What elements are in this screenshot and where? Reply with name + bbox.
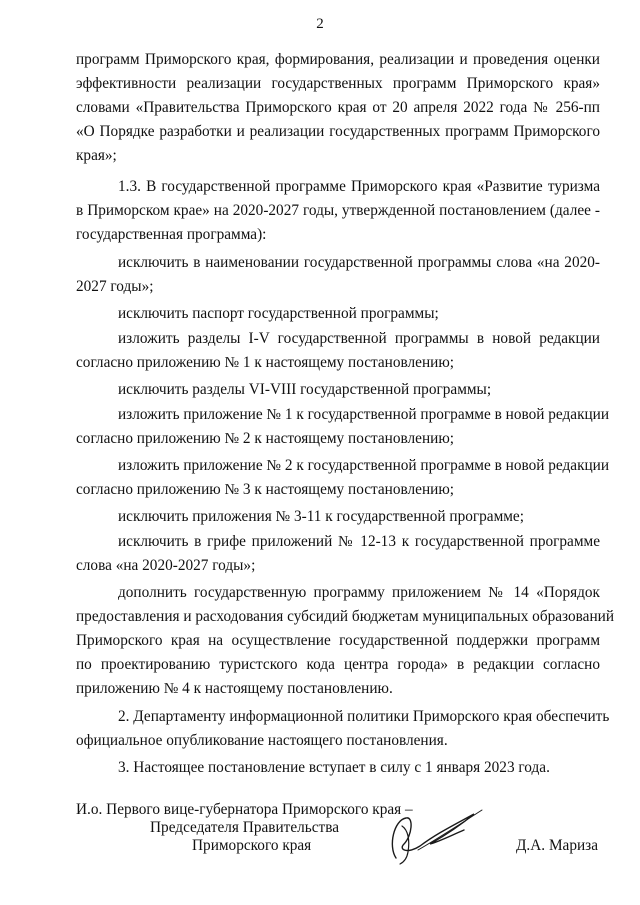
- paragraph-line: официальное опубликование настоящего постановления.: [76, 732, 448, 749]
- paragraph-line: 3. Настоящее постановление вступает в силу с 1 января 2023 года.: [118, 759, 550, 776]
- paragraph-line: исключить разделы VI-VIII государственной программы;: [118, 381, 492, 398]
- paragraph-line: исключить паспорт государственной программы;: [118, 305, 439, 322]
- paragraph-line: 1.3. В государственной программе Приморского края «Развитие туризма: [118, 178, 600, 195]
- paragraph-line: исключить в грифе приложений № 12-13 к государственной программе: [118, 533, 600, 550]
- signatory-name: Д.А. Мариза: [516, 837, 599, 854]
- paragraph-line: предоставления и расходования субсидий бюджетам муниципальных образований: [76, 608, 615, 625]
- paragraph-line: изложить приложение № 2 к государственной программе в новой редакции: [118, 457, 610, 474]
- paragraph-line: дополнить государственную программу приложением № 14 «Порядок: [118, 584, 600, 601]
- paragraph-line: Приморского края на осуществление государственной поддержки программ: [76, 632, 600, 649]
- paragraph-line: исключить в наименовании государственной программы слова «на 2020-: [118, 254, 600, 271]
- paragraph-line: согласно приложению № 1 к настоящему постановлению;: [76, 354, 455, 371]
- paragraph-line: словами «Правительства Приморского края от 20 апреля 2022 года № 256-пп: [76, 99, 600, 116]
- paragraph-line: государственная программа):: [76, 226, 267, 243]
- paragraph-line: слова «на 2020-2027 годы»;: [76, 557, 256, 574]
- paragraph-line: «О Порядке разработки и реализации государственных программ Приморского: [76, 123, 600, 140]
- paragraph-line: программ Приморского края, формирования, реализации и проведения оценки: [76, 51, 600, 68]
- handwritten-signature: [378, 806, 488, 866]
- paragraph-line: 2027 годы»;: [76, 278, 154, 295]
- paragraph-line: в Приморском крае» на 2020-2027 годы, утвержденной постановлением (далее -: [76, 202, 600, 219]
- signatory-title-line1: И.о. Первого вице-губернатора Приморского края –: [76, 801, 413, 818]
- paragraph-line: исключить приложения № 3-11 к государственной программе;: [118, 508, 524, 525]
- paragraph-line: по проектированию туристского кода центра города» в редакции согласно: [76, 656, 600, 673]
- paragraph-line: изложить приложение № 1 к государственной программе в новой редакции: [118, 406, 610, 423]
- paragraph-line: края»;: [76, 147, 117, 164]
- page-number: 2: [316, 16, 324, 32]
- paragraph-line: согласно приложению № 2 к настоящему постановлению;: [76, 430, 455, 447]
- paragraph-line: эффективности реализации государственных программ Приморского края»: [76, 75, 600, 92]
- signatory-title-line3: Приморского края: [192, 837, 312, 854]
- paragraph-line: согласно приложению № 3 к настоящему постановлению;: [76, 481, 455, 498]
- paragraph-line: 2. Департаменту информационной политики Приморского края обеспечить: [118, 708, 610, 725]
- paragraph-line: изложить разделы I-V государственной программы в новой редакции: [118, 330, 600, 347]
- signatory-title-line2: Председателя Правительства: [150, 819, 340, 836]
- paragraph-line: приложению № 4 к настоящему постановлению.: [76, 680, 393, 697]
